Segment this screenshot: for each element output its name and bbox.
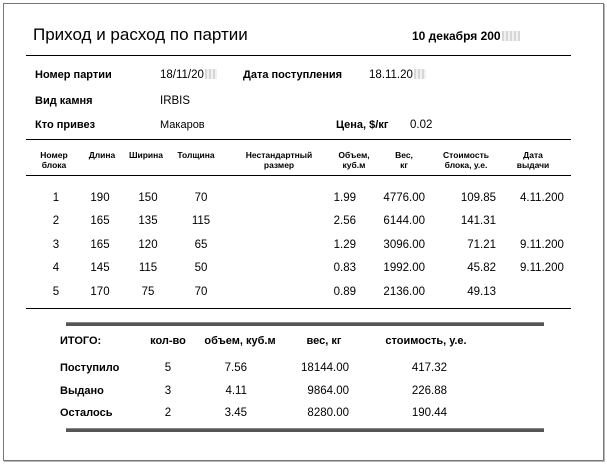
arrival-value: [369, 69, 426, 81]
table-cell-width: 135: [138, 215, 158, 227]
table-cell-volume: 1.99: [333, 192, 356, 204]
summary-col-volume: объем, куб.м: [204, 335, 276, 347]
table-cell-thickness: 70: [194, 286, 208, 298]
table-cell-weight: 3096.00: [383, 239, 425, 251]
table-cell-date: 9.11.200: [520, 262, 564, 274]
table-cell-weight: 4776.00: [383, 192, 425, 204]
table-cell-volume: 2.56: [333, 215, 356, 227]
col-cost: Стоимость блока, у.е.: [443, 150, 489, 170]
price-label: Цена, $/кг: [336, 119, 389, 131]
table-cell-weight: 1992.00: [383, 262, 425, 274]
summary-cell-cost: 417.32: [411, 362, 447, 374]
summary-cell-weight: 18144.00: [301, 362, 349, 374]
report-date-text: 10 декабря 200: [412, 29, 501, 43]
table-cell-thickness: 115: [191, 215, 211, 227]
table-cell-width: 75: [141, 286, 155, 298]
summary-cell-qty: 2: [164, 407, 172, 419]
brought-value: Макаров: [160, 119, 205, 131]
brought-label: Кто привез: [35, 119, 96, 131]
report-title: Приход и расход по партии: [33, 25, 248, 44]
summary-row-label: Выдано: [60, 385, 104, 397]
summary-cell-weight: 8280.00: [307, 407, 349, 419]
table-cell-volume: 0.83: [333, 262, 356, 274]
summary-cell-qty: 5: [164, 362, 172, 374]
batch-value-text: 18/11/20: [160, 69, 204, 81]
col-width: Ширина: [128, 150, 164, 160]
batch-value: [160, 69, 217, 81]
price-value: 0.02: [410, 119, 433, 131]
stone-label: Вид камня: [35, 95, 93, 107]
arrival-value-text: 18.11.20: [369, 69, 413, 81]
summary-cell-cost: 226.88: [411, 385, 447, 397]
table-cell-length: 165: [90, 239, 110, 251]
col-thickness: Толщина: [177, 150, 215, 160]
table-cell-length: 170: [90, 286, 110, 298]
redacted-mark: [414, 69, 426, 79]
col-block-no: Номер блока: [40, 150, 68, 170]
redacted-mark: [205, 69, 217, 79]
header-rule: [26, 55, 571, 56]
summary-cell-qty: 3: [164, 385, 172, 397]
table-cell-no: 5: [52, 286, 60, 298]
summary-top-rule: [66, 322, 544, 326]
table-cell-cost: 45.82: [467, 262, 496, 274]
table-cell-length: 190: [90, 192, 110, 204]
table-cell-cost: 71.21: [467, 239, 496, 251]
table-cell-length: 165: [90, 215, 110, 227]
table-cell-thickness: 50: [194, 262, 208, 274]
summary-cell-volume: 7.56: [224, 362, 247, 374]
table-cell-thickness: 70: [194, 192, 208, 204]
summary-total-label: ИТОГО:: [60, 335, 102, 347]
summary-col-weight: вес, кг: [306, 335, 342, 347]
batch-label: Номер партии: [35, 69, 112, 81]
table-cell-cost: 141.31: [460, 215, 496, 227]
summary-bottom-rule: [66, 428, 544, 432]
table-cell-width: 120: [138, 239, 158, 251]
arrival-label: Дата поступления: [243, 69, 343, 81]
table-cell-cost: 49.13: [467, 286, 496, 298]
table-cell-width: 150: [138, 192, 158, 204]
summary-row-label: Осталось: [60, 407, 113, 419]
summary-cell-cost: 190.44: [411, 407, 447, 419]
redacted-mark: [502, 31, 520, 41]
table-cell-no: 3: [52, 239, 60, 251]
table-cell-no: 2: [52, 215, 60, 227]
col-nonstandard: Нестандартный размер: [245, 150, 313, 170]
summary-col-qty: кол-во: [150, 335, 186, 347]
table-cell-length: 145: [90, 262, 110, 274]
col-issue-date: Дата выдачи: [516, 150, 550, 170]
table-cell-width: 115: [138, 262, 158, 274]
summary-cell-volume: 4.11: [225, 385, 247, 397]
info-rule: [26, 139, 571, 140]
table-cell-no: 4: [52, 262, 60, 274]
table-cell-no: 1: [52, 192, 60, 204]
table-cell-weight: 2136.00: [383, 286, 425, 298]
col-weight: Вес, кг: [395, 150, 413, 170]
table-bottom-rule: [26, 308, 571, 309]
table-cell-weight: 6144.00: [383, 215, 425, 227]
summary-col-cost: стоимость, у.е.: [385, 335, 467, 347]
summary-cell-weight: 9864.00: [307, 385, 349, 397]
col-length: Длина: [88, 150, 116, 160]
summary-row-label: Поступило: [60, 362, 120, 374]
table-header-rule: [26, 175, 571, 176]
table-cell-volume: 1.29: [333, 239, 356, 251]
col-volume: Объем, куб.м: [338, 150, 370, 170]
table-cell-date: 9.11.200: [520, 239, 564, 251]
table-cell-cost: 109.85: [460, 192, 496, 204]
stone-value: IRBIS: [160, 95, 191, 107]
table-cell-thickness: 65: [194, 239, 208, 251]
table-cell-date: 4.11.200: [520, 192, 564, 204]
report-date: [412, 29, 520, 43]
table-cell-volume: 0.89: [333, 286, 356, 298]
summary-cell-volume: 3.45: [224, 407, 247, 419]
